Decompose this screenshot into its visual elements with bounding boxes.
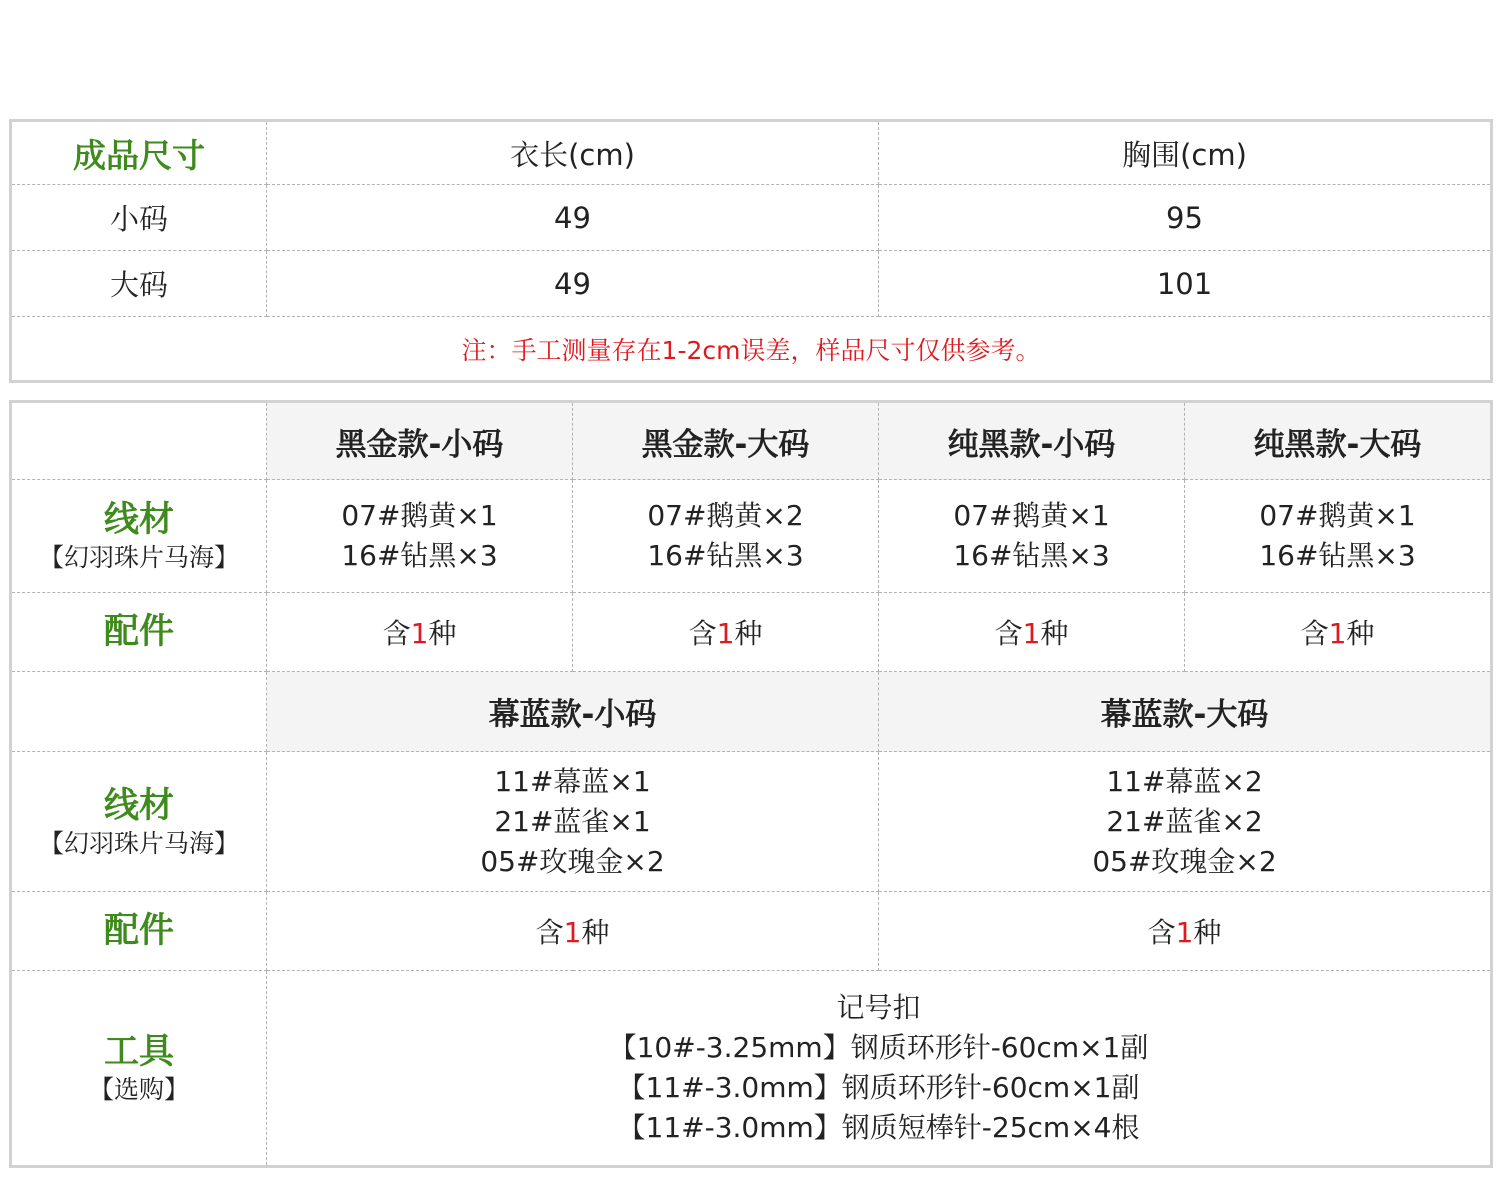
yarn-line: 16#钻黑×3 (1259, 539, 1416, 572)
yarn-line: 21#蓝雀×1 (494, 804, 651, 838)
yarn-line: 11#幕蓝×2 (1106, 764, 1263, 798)
yarn-line: 21#蓝雀×2 (1106, 804, 1263, 838)
accessory-prefix: 含 (535, 916, 564, 949)
size-label: 大码 (11, 251, 267, 317)
yarn-line: 11#幕蓝×1 (494, 764, 651, 798)
tools-optional-label: 【选购】 (88, 1075, 189, 1104)
yarn-line: 07#鹅黄×1 (341, 499, 498, 532)
accessory-label: 配件 (103, 612, 174, 652)
table-row (11, 251, 1492, 317)
length-value: 49 (267, 185, 879, 251)
accessory-suffix: 种 (1193, 916, 1222, 949)
yarn-cell (879, 480, 1185, 593)
size-label: 小码 (11, 185, 267, 251)
variant-header: 黑金款-小码 (267, 402, 573, 480)
yarn-cell (267, 480, 573, 593)
tool-item: 【11#-3.0mm】钢质环形针-60cm×1副 (617, 1071, 1140, 1104)
accessory-prefix: 含 (688, 617, 717, 650)
size-table (9, 119, 1493, 383)
variant-header: 幕蓝款-小码 (267, 672, 879, 752)
yarn-line: 16#钻黑×3 (341, 539, 498, 572)
accessory-label-cell (11, 892, 267, 971)
yarn-sub-label: 【幻羽珠片马海】 (38, 828, 239, 858)
accessory-count: 1 (410, 617, 429, 650)
yarn-label: 线材 (103, 785, 174, 826)
yarn-line: 07#鹅黄×1 (1259, 499, 1416, 532)
table-row (11, 185, 1492, 251)
size-table-title (11, 121, 267, 185)
yarn-cell (573, 480, 879, 593)
accessory-cell (1185, 593, 1492, 672)
yarn-line: 05#玫瑰金×2 (1092, 844, 1277, 878)
yarn-line: 16#钻黑×3 (647, 539, 804, 572)
accessory-prefix: 含 (994, 617, 1023, 650)
accessory-count: 1 (1328, 617, 1347, 650)
yarn-cell (1185, 480, 1492, 593)
tools-label: 工具 (103, 1032, 174, 1072)
accessory-suffix: 种 (428, 617, 457, 650)
accessory-cell (879, 892, 1492, 971)
tool-item: 记号扣 (836, 991, 921, 1024)
variant-header: 纯黑款-小码 (879, 402, 1185, 480)
accessory-suffix: 种 (1040, 617, 1069, 650)
tools-cell (267, 971, 1492, 1167)
measurement-note: 注：手工测量存在1-2cm误差，样品尺寸仅供参考。 (11, 317, 1492, 382)
accessory-label-cell (11, 593, 267, 672)
accessory-label: 配件 (103, 911, 174, 951)
yarn-label-cell (11, 480, 267, 593)
accessory-count: 1 (563, 916, 582, 949)
length-header: 衣长(cm) (267, 121, 879, 185)
yarn-cell (879, 752, 1492, 892)
yarn-line: 07#鹅黄×2 (647, 499, 804, 532)
yarn-line: 16#钻黑×3 (953, 539, 1110, 572)
empty-corner-cell (11, 402, 267, 480)
variant-header: 纯黑款-大码 (1185, 402, 1492, 480)
yarn-line: 05#玫瑰金×2 (480, 844, 665, 878)
variant-header: 幕蓝款-大码 (879, 672, 1492, 752)
variant-header: 黑金款-大码 (573, 402, 879, 480)
accessory-prefix: 含 (1147, 916, 1176, 949)
yarn-sub-label: 【幻羽珠片马海】 (38, 543, 239, 572)
accessory-cell (879, 593, 1185, 672)
accessory-cell (267, 892, 879, 971)
chest-value: 95 (879, 185, 1492, 251)
yarn-label: 线材 (103, 500, 174, 540)
length-value: 49 (267, 251, 879, 317)
accessory-suffix: 种 (1346, 617, 1375, 650)
accessory-prefix: 含 (382, 617, 411, 650)
yarn-label-cell (11, 752, 267, 892)
tool-item: 【10#-3.25mm】钢质环形针-60cm×1副 (608, 1031, 1149, 1064)
accessory-count: 1 (1175, 916, 1194, 949)
chest-value: 101 (879, 251, 1492, 317)
accessory-cell (573, 593, 879, 672)
accessory-suffix: 种 (581, 916, 610, 949)
yarn-cell (267, 752, 879, 892)
tool-item: 【11#-3.0mm】钢质短棒针-25cm×4根 (617, 1111, 1140, 1144)
accessory-count: 1 (716, 617, 735, 650)
materials-table (9, 400, 1493, 1168)
accessory-prefix: 含 (1300, 617, 1329, 650)
empty-corner-cell (11, 672, 267, 752)
tools-label-cell (11, 971, 267, 1167)
chest-header: 胸围(cm) (879, 121, 1492, 185)
yarn-line: 07#鹅黄×1 (953, 499, 1110, 532)
accessory-count: 1 (1022, 617, 1041, 650)
finished-size-title: 成品尺寸 (73, 135, 205, 175)
accessory-suffix: 种 (734, 617, 763, 650)
accessory-cell (267, 593, 573, 672)
